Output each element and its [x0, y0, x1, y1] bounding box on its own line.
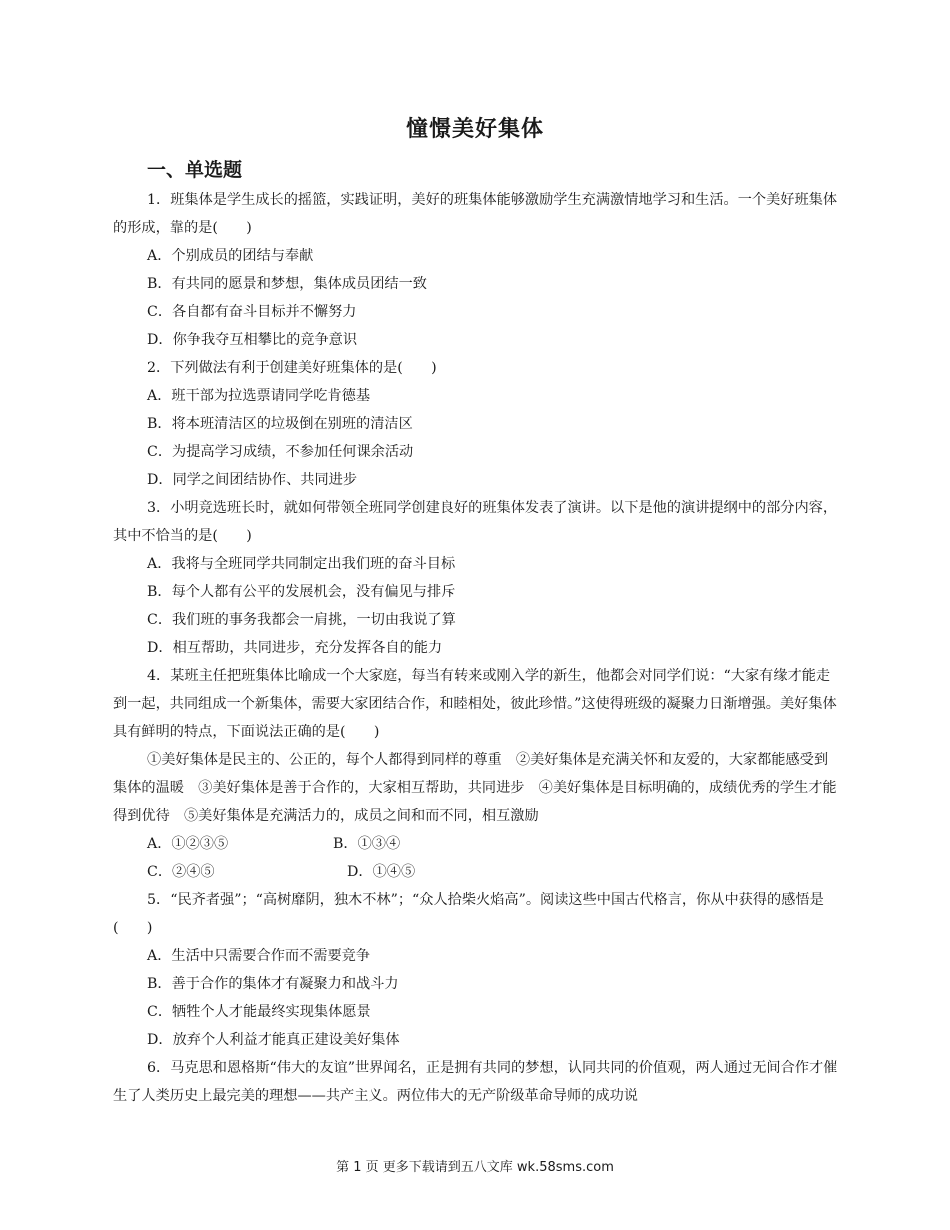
answer-option-row: [113, 830, 840, 858]
answer-option: B．将本班清洁区的垃圾倒在别班的清洁区: [147, 416, 413, 432]
answer-option: B．善于合作的集体才有凝聚力和战斗力: [147, 976, 399, 992]
answer-option: D．同学之间团结协作、共同进步: [147, 472, 358, 488]
question-stem: 4．某班主任把班集体比喻成一个大家庭，每当有转来或刚入学的新生，他都会对同学们说：“大家有缘才能走到一起，共同组成一个新集体，需要大家团结合作，和睦相处，彼此珍惜。”这使得班级的凝聚力日渐增强。美好集体具有鲜明的特点，下面说法正确的是( ): [113, 668, 837, 740]
answer-option: D．相互帮助，共同进步，充分发挥各自的能力: [147, 640, 443, 656]
answer-option: A．班干部为拉选票请同学吃肯德基: [147, 388, 371, 404]
answer-option: C．②④⑤: [147, 864, 215, 880]
answer-option: C．各自都有奋斗目标并不懈努力: [147, 304, 357, 320]
question-stem: 3．小明竞选班长时，就如何带领全班同学创建良好的班集体发表了演讲。以下是他的演讲提纲中的部分内容，其中不恰当的是( ): [113, 500, 838, 544]
question-stem: 5．“民齐者强”；“高树靡阴，独木不林”；“众人拾柴火焰高”。阅读这些中国古代格言，你从中获得的感悟是( ): [113, 892, 824, 936]
section-heading: 一、单选题: [147, 159, 243, 181]
answer-option: A．个别成员的团结与奉献: [147, 248, 314, 264]
answer-option: B．①③④: [333, 836, 401, 852]
answer-option: D．①④⑤: [347, 864, 416, 880]
question-list: [113, 186, 840, 1110]
question-stem: 2．下列做法有利于创建美好班集体的是( ): [147, 360, 437, 376]
answer-option: C．为提高学习成绩，不参加任何课余活动: [147, 444, 414, 460]
question-stem: 6．马克思和恩格斯“伟大的友谊”世界闻名，正是拥有共同的梦想，认同共同的价值观，两人通过无间合作才催生了人类历史上最完美的理想——共产主义。两位伟大的无产阶级革命导师的成功说: [113, 1060, 838, 1104]
answer-option: B．有共同的愿景和梦想，集体成员团结一致: [147, 276, 427, 292]
answer-option: D．放弃个人利益才能真正建设美好集体: [147, 1032, 400, 1048]
page-title: 憧憬美好集体: [405, 117, 544, 142]
question-statements: ①美好集体是民主的、公正的，每个人都得到同样的尊重 ②美好集体是充满关怀和友爱的，大家都能感受到集体的温暖 ③美好集体是善于合作的，大家相互帮助，共同进步 ④美好集体是目标明确的，成绩优秀的学生才能得到优待 ⑤美好集体是充满活力的，成员之间和而不同，相互激励: [113, 752, 837, 824]
answer-option: C．牺牲个人才能最终实现集体愿景: [147, 1004, 371, 1020]
answer-option: A．①②③⑤: [147, 836, 229, 852]
answer-option: D．你争我夺互相攀比的竞争意识: [147, 332, 358, 348]
page-footer: 第 1 页 更多下载请到五八文库 wk.58sms.com: [336, 1160, 614, 1175]
answer-option: B．每个人都有公平的发展机会，没有偏见与排斥: [147, 584, 456, 600]
question-stem: 1．班集体是学生成长的摇篮，实践证明，美好的班集体能够激励学生充满激情地学习和生活。一个美好班集体的形成，靠的是( ): [113, 192, 838, 236]
answer-option: A．生活中只需要合作而不需要竞争: [147, 948, 371, 964]
answer-option: C．我们班的事务我都会一肩挑，一切由我说了算: [147, 612, 456, 628]
answer-option: A．我将与全班同学共同制定出我们班的奋斗目标: [147, 556, 456, 572]
answer-option-row: [113, 858, 840, 886]
